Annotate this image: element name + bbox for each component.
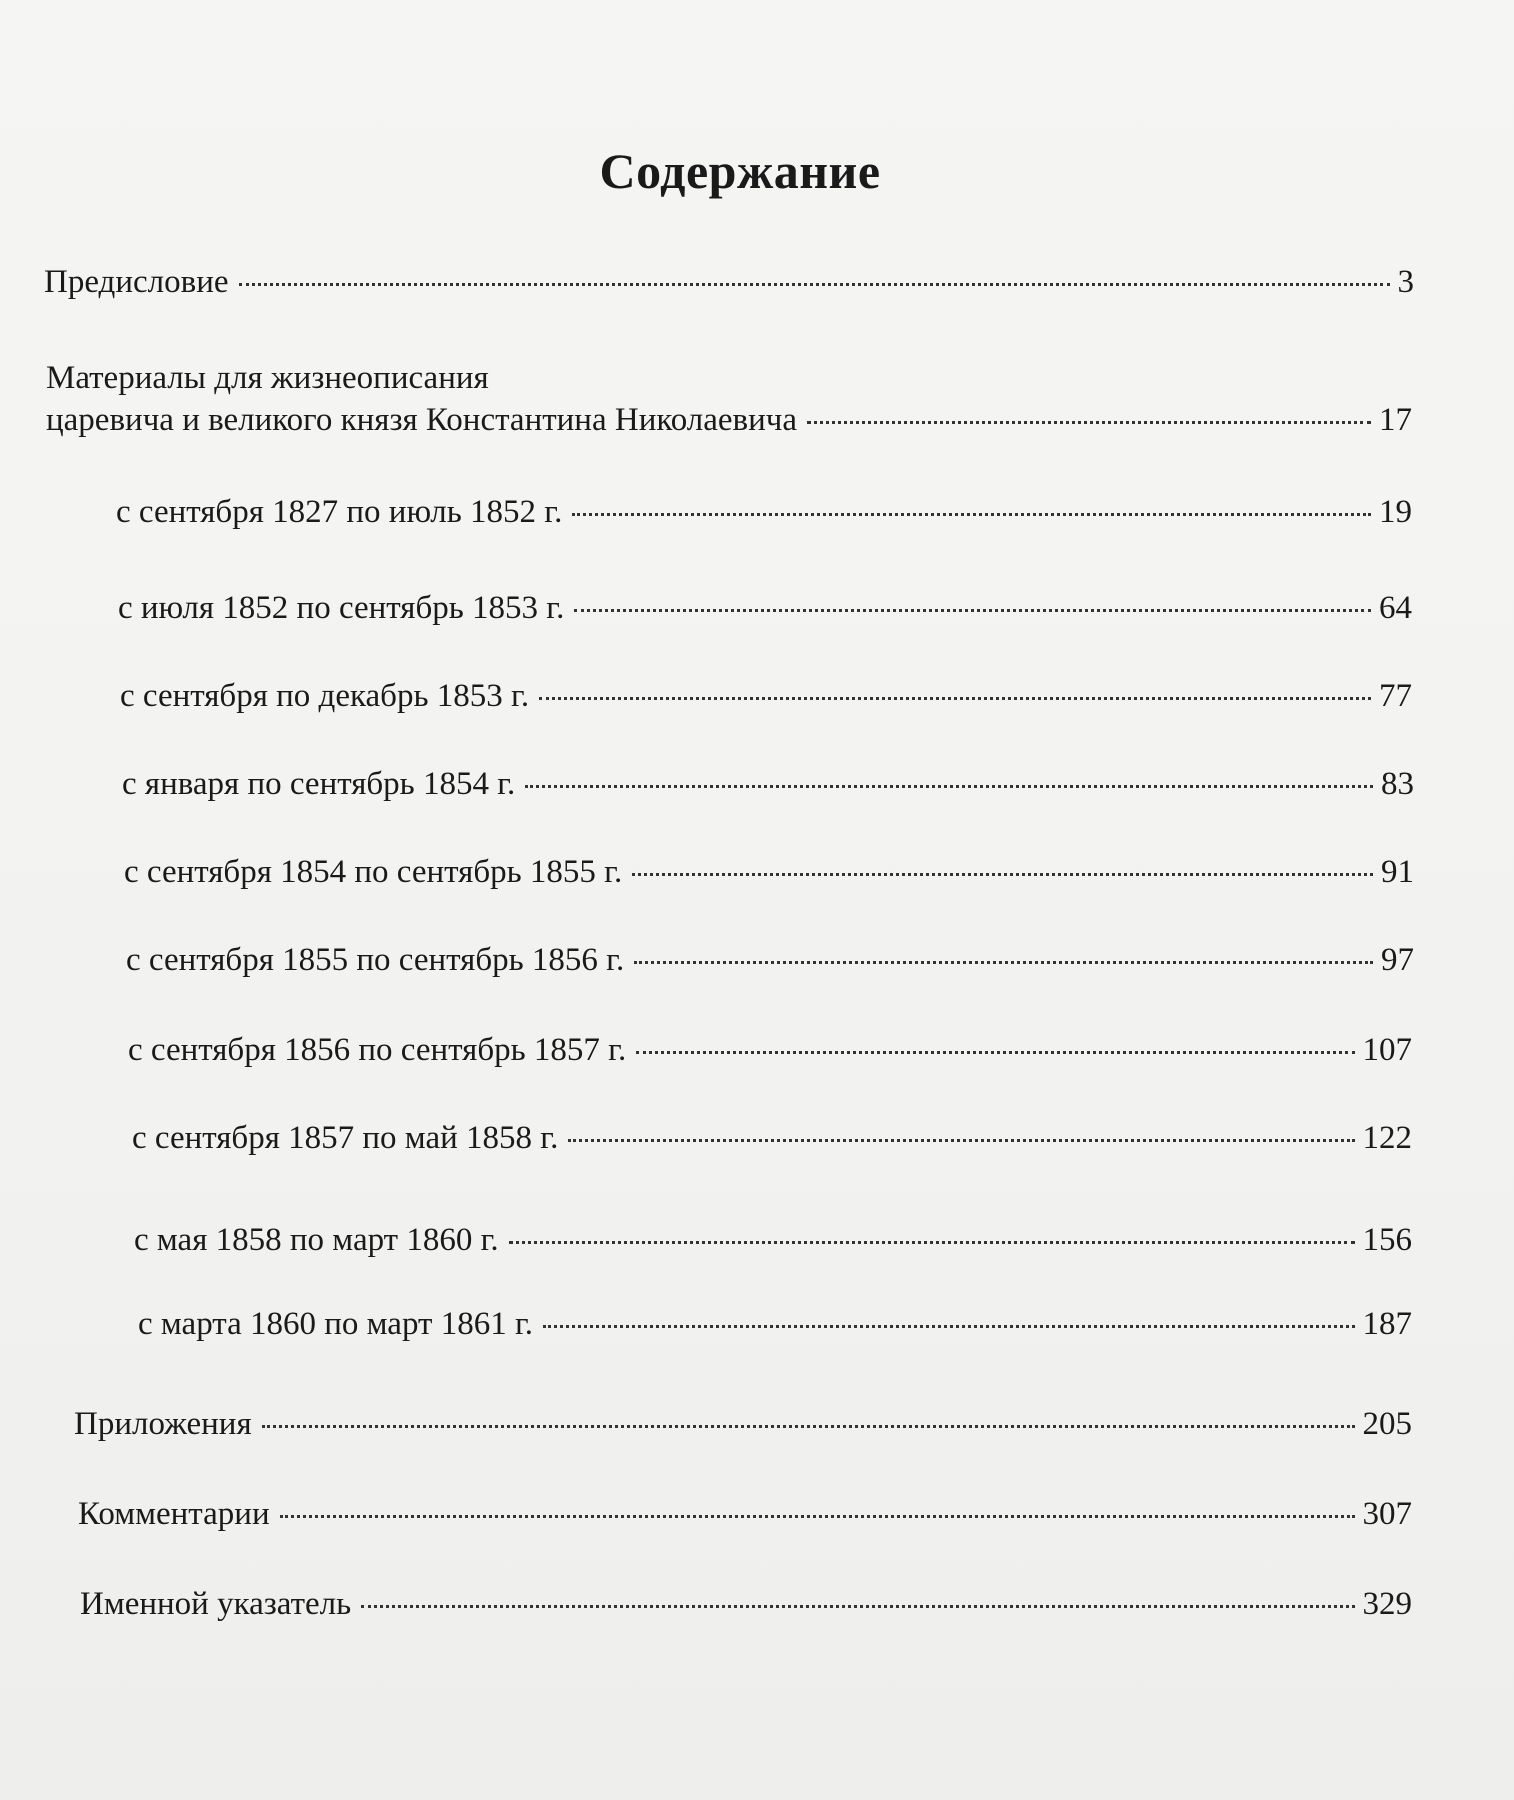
toc-entry-1856-1857 (128, 1030, 1412, 1070)
toc-entry-1853 (120, 676, 1412, 716)
toc-entry-page: 205 (1362, 1406, 1412, 1442)
toc-entry-materials-line1 (46, 356, 489, 400)
leader-dots (574, 609, 1371, 612)
toc-entry-preface (44, 262, 1414, 302)
toc-entry-label: с сентября 1855 по сентябрь 1856 г. (126, 942, 625, 978)
leader-dots (543, 1325, 1354, 1328)
toc-entry-label: с мая 1858 по март 1860 г. (134, 1222, 499, 1258)
toc-entry-page: 329 (1362, 1586, 1412, 1622)
leader-dots (525, 785, 1373, 788)
toc-entry-label: с сентября 1856 по сентябрь 1857 г. (128, 1032, 627, 1068)
toc-entry-label: Предисловие (44, 264, 229, 300)
toc-entry-label: с марта 1860 по март 1861 г. (138, 1306, 534, 1342)
toc-entry-appendices (74, 1404, 1412, 1444)
toc-entry-page: 307 (1362, 1496, 1412, 1532)
toc-entry-label: с сентября 1857 по май 1858 г. (132, 1120, 559, 1156)
leader-dots (239, 283, 1390, 286)
toc-entry-page: 77 (1379, 678, 1412, 714)
toc-entry-index (80, 1584, 1412, 1624)
toc-entry-label: с июля 1852 по сентябрь 1853 г. (118, 590, 565, 626)
toc-entry-1860-1861 (138, 1304, 1412, 1344)
toc-entry-page: 107 (1362, 1032, 1412, 1068)
toc-entry-1857-1858 (132, 1118, 1412, 1158)
toc-entry-page: 17 (1379, 402, 1412, 438)
page-title: Содержание (599, 143, 881, 199)
toc-entry-label: с сентября по декабрь 1853 г. (120, 678, 530, 714)
toc-entry-label: Приложения (74, 1406, 252, 1442)
toc-entry-page: 97 (1381, 942, 1414, 978)
toc-entry-1852-1853 (118, 588, 1412, 628)
toc-entry-label-line1: Материалы для жизнеописания (46, 360, 489, 396)
leader-dots (636, 1051, 1354, 1054)
toc-entry-1854 (122, 764, 1414, 804)
leader-dots (539, 697, 1371, 700)
leader-dots (807, 421, 1371, 424)
toc-entry-1854-1855 (124, 852, 1414, 892)
toc-entry-label: Комментарии (78, 1496, 270, 1532)
toc-entry-label: с сентября 1854 по сентябрь 1855 г. (124, 854, 623, 890)
toc-entry-page: 83 (1381, 766, 1414, 802)
toc-entry-page: 64 (1379, 590, 1412, 626)
toc-entry-comments (78, 1494, 1412, 1534)
leader-dots (632, 873, 1373, 876)
toc-entry-1827-1852 (116, 492, 1412, 532)
leader-dots (280, 1515, 1355, 1518)
toc-entry-page: 91 (1381, 854, 1414, 890)
toc-entry-page: 187 (1362, 1306, 1412, 1342)
toc-entry-label-line2: царевича и великого князя Константина Николаевича (46, 402, 798, 438)
toc-entry-1855-1856 (126, 940, 1414, 980)
toc-entry-label: с января по сентябрь 1854 г. (122, 766, 516, 802)
toc-entry-page: 122 (1362, 1120, 1412, 1156)
toc-entry-label: Именной указатель (80, 1586, 352, 1622)
leader-dots (262, 1425, 1355, 1428)
leader-dots (572, 513, 1371, 516)
toc-entry-page: 3 (1397, 264, 1414, 300)
toc-entry-page: 19 (1379, 494, 1412, 530)
leader-dots (509, 1241, 1355, 1244)
leader-dots (568, 1139, 1354, 1142)
leader-dots (361, 1605, 1354, 1608)
toc-entry-label: с сентября 1827 по июль 1852 г. (116, 494, 563, 530)
toc-entry-1858-1860 (134, 1220, 1412, 1260)
leader-dots (634, 961, 1373, 964)
toc-entry-materials (46, 400, 1412, 440)
toc-entry-page: 156 (1362, 1222, 1412, 1258)
